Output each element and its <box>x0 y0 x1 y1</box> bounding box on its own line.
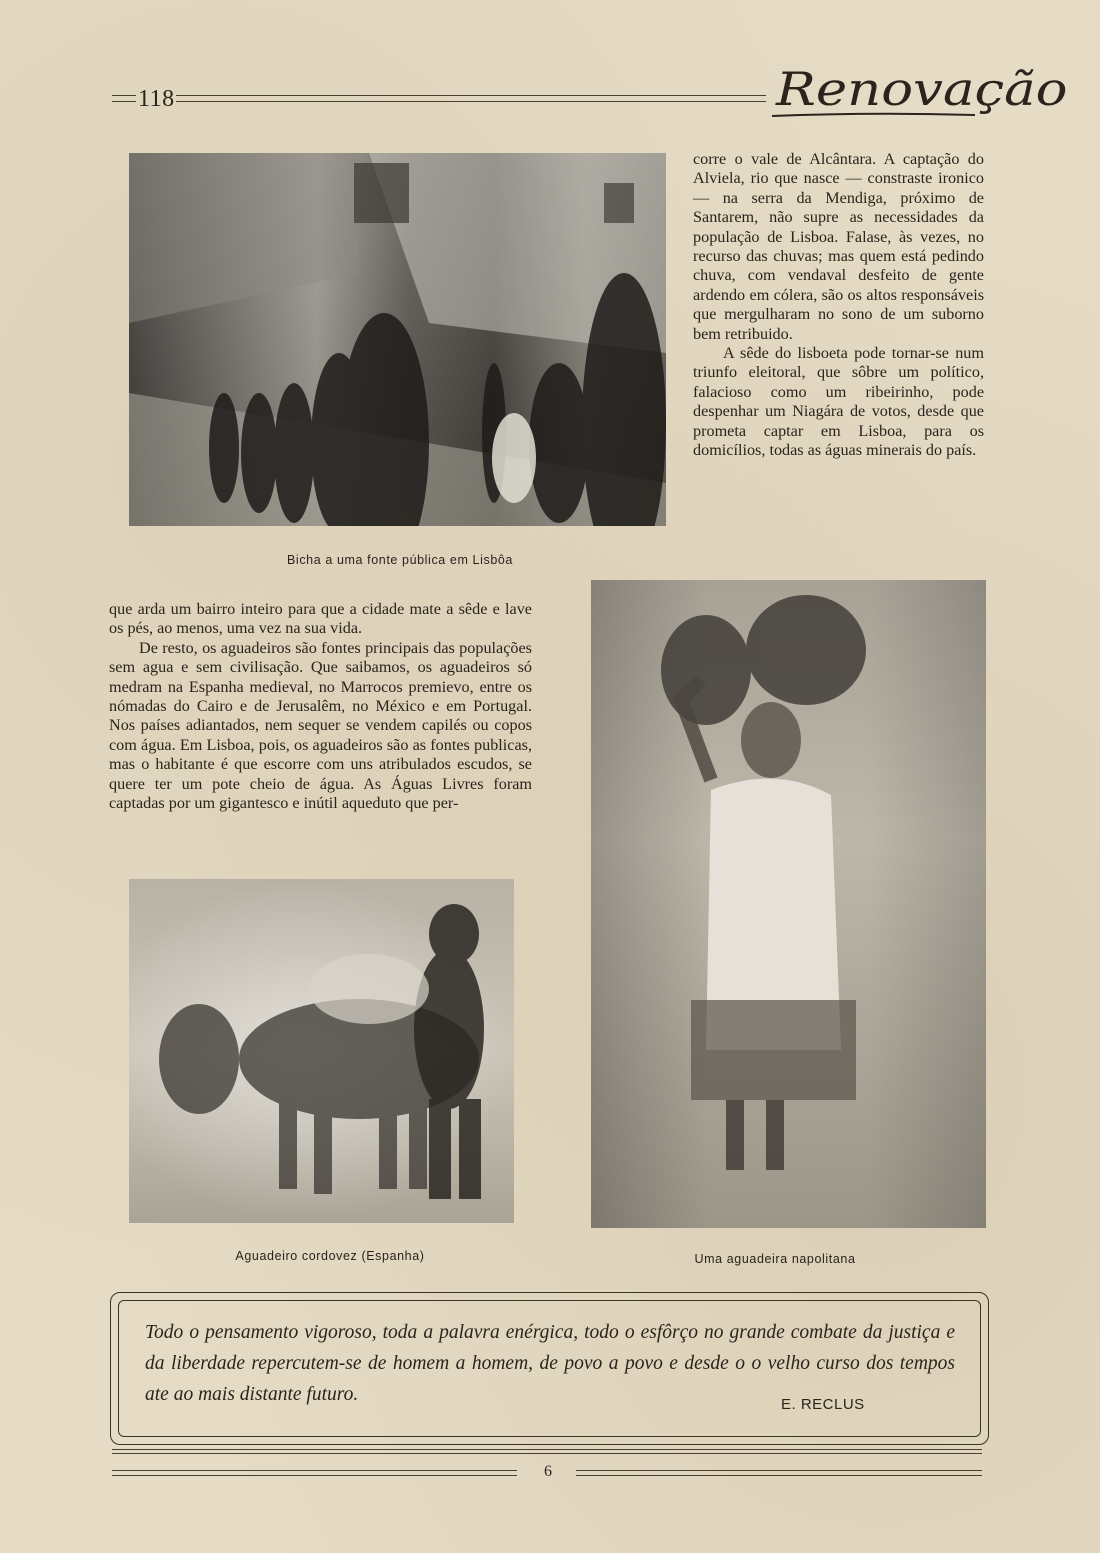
caption-fountain-queue: Bicha a uma fonte pública em Lisbôa <box>287 553 513 567</box>
photo-neapolitan-water-woman-sketch <box>591 580 986 1228</box>
header-rule-left <box>112 95 136 102</box>
quote-text: Todo o pensamento vigoroso, toda a palavra enérgica, todo o esfôrço no grande combate da justiça e da liberdade repercutem-se de homem a homem, de povo a povo e desde o o velho curso dos tempos ate ao mais distante futuro. <box>145 1322 955 1405</box>
left-paragraph-1: que arda um bairro inteiro para que a cidade mate a sêde e lave os pés, ao menos, uma vez na sua vida. <box>109 600 532 638</box>
caption-water-carrier-donkey: Aguadeiro cordovez (Espanha) <box>235 1249 425 1263</box>
photo-fountain-queue <box>129 153 666 526</box>
left-paragraph-2: De resto, os aguadeiros são fontes principais das populações sem agua e sem civilisação. Que saibamos, os aguadeiros só medram na Espanha medieval, no Marrocos premievo, entre os nómadas do Cairo e de Jerusalêm, no México e em Portugal. Nos países adiantados, nem sequer se vendem capilés ou copos com água. Em Lisboa, pois, os aguadeiros são as fontes publicas, mas o habitante é que escorre com uns atribulados escudos, se quere ter um pote cheio de água. As Águas Livres foram captadas por um gigantesco e inútil aqueduto que per- <box>109 638 532 813</box>
right-paragraph-2: A sêde do lisboeta pode tornar-se num triunfo eleitoral, que sôbre um político, falacioso como um ribeirinho, pode despenhar um Niagára de votos, desde que prometa captar em Lisboa, para os domicílios, todas as águas minerais do país. <box>693 344 984 460</box>
photo-water-carrier-donkey-sketch <box>129 879 514 1223</box>
left-column <box>109 600 532 813</box>
footer-page-number: 6 <box>544 1463 552 1480</box>
photo-water-carrier-donkey <box>129 879 514 1223</box>
footer-rule-right-lower <box>576 1470 982 1476</box>
footer-rule-left-lower <box>112 1470 517 1476</box>
right-paragraph-1: corre o vale de Alcântara. A captação do Alviela, rio que nasce — constraste ironico — na serra da Mendiga, próximo de Santarem, não supre as necessidades da população de Lisboa. Falase, às vezes, no recurso das chuvas; mas quem está pedindo chuva, com vendaval desfeito de gente ardendo em cólera, são os altos responsáveis que mergulharam no sono de um suborno bem retribuido. <box>693 150 984 343</box>
page-number: 118 <box>138 86 175 112</box>
photo-fountain-queue-sketch <box>129 153 666 526</box>
photo-neapolitan-water-woman <box>591 580 986 1228</box>
caption-neapolitan-water-woman: Uma aguadeira napolitana <box>694 1252 856 1266</box>
masthead-underline <box>770 110 980 122</box>
header-rule-right <box>176 95 766 102</box>
footer-rule-left <box>112 1449 982 1454</box>
right-column <box>693 150 984 461</box>
quote-author: E. RECLUS <box>781 1396 865 1413</box>
masthead: Renovação <box>776 62 1068 116</box>
